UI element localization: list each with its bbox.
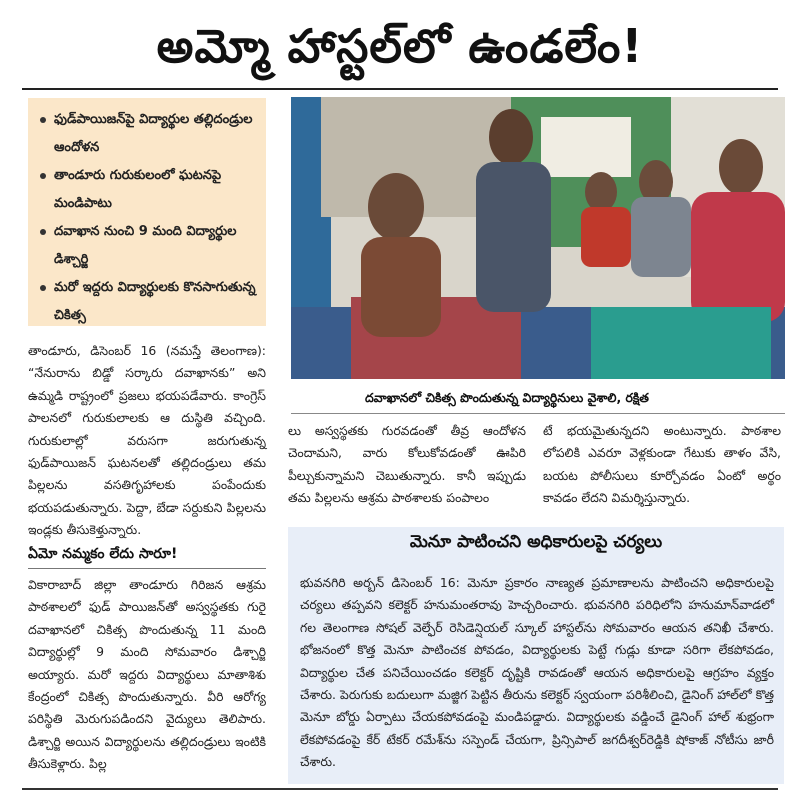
- highlight-item: మరో ఇద్దరు విద్యార్థులకు కొనసాగుతున్న చికిత్స: [38, 274, 258, 330]
- article-column-1-top: [28, 340, 266, 542]
- article-paragraph: భువనగిరి అర్బన్ డిసెంబర్ 16: మెనూ ప్రకారం నాణ్యత ప్రమాణాలను పాటించని అధికారులపై చర్యలు తప్పవని కలెక్టర్ హనుమంతరావు హెచ్చరించారు. భువనగిరి పరిధిలోని హనుమాన్‌వాడలో గల తెలంగాణ సోషల్ వెల్ఫేర్ రెసిడెన్షియల్ స్కూల్ హాస్టల్‌ను సోమవారం ఆయన తనిఖీ చేశారు. భోజనంలో కొత్త మెనూ పాటించక పోవడం, విద్యార్థులకు పెట్టే గుడ్లు కూడా సరిగా లేకపోవడం, విద్యార్థుల చేత పనిచేయించడం కలెక్టర్ దృష్టికి రావడంతో ఆయన అధికారులపై ఆగ్రహం వ్యక్తం చేశారు. పెరుగుకు బదులుగా మజ్జిగ పెట్టిన తీరును కలెక్టర్ స్వయంగా పరిశీలించి, డైనింగ్ హాల్‌లో కొత్త మెనూ బోర్డు ఏర్పాటు చేయకపోవడంపై మండిపడ్డారు. విద్యార్థులకు వడ్డించే డైనింగ్ హాల్ శుభ్రంగా లేకపోవడంపై కేర్ టేకర్ రమేశ్‌ను సస్పెండ్ చేయగా, ప్రిన్సిపాల్ జగదీశ్వర్‌రెడ్డికి షోకాజ్ నోటీసు జారీ చేశారు.: [300, 575, 774, 770]
- headline: అమ్మో హాస్టల్‌లో ఉండలేం!: [156, 19, 644, 73]
- article-paragraph: తాండూరు, డిసెంబర్ 16 (నమస్తే తెలంగాణ): “నేనురాను బిడ్డో సర్కారు దవాఖానకు” అని ఉమ్మడి రాష్ట్రంలో ప్రజలు భయపడేవారు. కాంగ్రెస్ పాలనలో గురుకులాలకు ఆ దుస్థితి వచ్చింది. గురుకులాల్లో వరుసగా జరుగుతున్న ఫుడ్‌పాయిజన్ ఘటనలతో తల్లిదండ్రులు తమ పిల్లలను వసతిగృహాలకు పంపేందుకు భయపడుతున్నారు. పెద్దా, బేడా సర్దుకుని పిల్లలను ఇండ్లకు తీసుకెళ్తున్నారు.: [28, 343, 266, 538]
- news-photo: [291, 97, 785, 379]
- sidebar-story-body: [300, 572, 774, 774]
- article-paragraph: లు అస్వస్థతకు గురవడంతో తీవ్ర ఆందోళన చెందామని, వారు కోలుకోవడంతో ఊపిరి పీల్చుకున్నామని చెబుతున్నారు. కానీ ఇప్పుడు తమ పిల్లలను ఆశ్రమ పాఠశాలకు పంపాలం: [288, 423, 526, 506]
- photo-caption: దవాఖానలో చికిత్స పొందుతున్న విద్యార్థినులు వైశాలి, రక్షిత: [365, 390, 649, 405]
- subhead-rule: [28, 568, 266, 569]
- article-paragraph: వికారాబాద్ జిల్లా తాండూరు గిరిజన ఆశ్రమ పాఠశాలలో ఫుడ్ పాయిజన్‌తో అస్వస్థతకు గురై దవాఖానలో చికిత్స పొందుతున్న 11 మంది విద్యార్థుల్లో 9 మంది సోమవారం డిశ్చార్జి అయ్యారు. మరో ఇద్దరు విద్యార్థులు మాతాశిశు కేంద్రంలో చికిత్స పొందుతున్నారు. వీరి ఆరోగ్య పరిస్థితి మెరుగుపడిందని వైద్యులు తెలిపారు. డిశ్చార్జి అయిన విద్యార్థులను తల్లిదండ్రులు ఇంటికి తీసుకెళ్లారు. పిల్ల: [28, 577, 266, 772]
- caption-rule: [291, 413, 785, 414]
- article-column-3: [543, 420, 781, 510]
- bottom-rule: [22, 788, 778, 790]
- article-column-2: [288, 420, 526, 510]
- subhead: ఏమో నమ్మకం లేదు సారూ!: [28, 546, 178, 562]
- highlights-box: [28, 98, 266, 326]
- article-column-1-bottom: [28, 574, 266, 776]
- highlight-item: దవాఖాన నుంచి 9 మంది విద్యార్థుల డిశ్చార్జి: [38, 218, 258, 274]
- article-paragraph: టే భయమైతున్నదని అంటున్నారు. పాఠశాల లోపలికి ఎవరూ వెళ్లకుండా గేటుకు తాళం వేసి, బయట పోలీసులు కూర్చోవడం ఏంటో అర్థం కావడం లేదని విమర్శిస్తున్నారు.: [543, 423, 781, 506]
- photo-illustration: [291, 97, 785, 379]
- top-rule: [22, 88, 778, 90]
- sidebar-story-title: మెనూ పాటించని అధికారులపై చర్యలు: [409, 532, 663, 552]
- highlight-item: ఫుడ్‌పాయిజన్‌పై విద్యార్థుల తల్లిదండ్రుల ఆందోళన: [38, 106, 258, 162]
- highlight-item: తాండూరు గురుకులంలో ఘటనపై మండిపాటు: [38, 162, 258, 218]
